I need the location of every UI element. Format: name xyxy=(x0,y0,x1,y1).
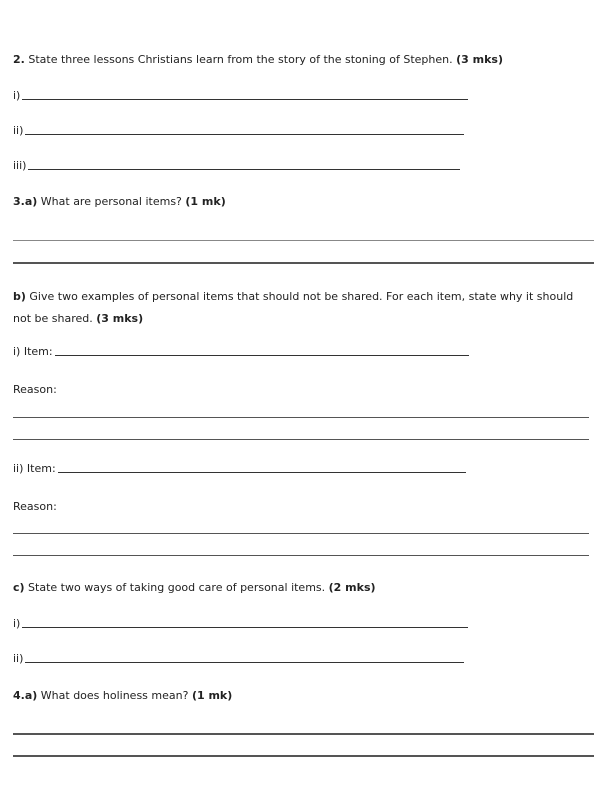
question-3a-prompt xyxy=(13,195,226,208)
marks-allocation: (3 mks) xyxy=(96,312,144,325)
answer-line-3b-item-1[interactable] xyxy=(13,344,469,358)
answer-label: ii) Item: xyxy=(13,462,56,475)
answer-label: iii) xyxy=(13,159,27,172)
answer-blank[interactable] xyxy=(25,662,464,663)
marks-allocation: (3 mks) xyxy=(456,53,503,66)
answer-rule[interactable] xyxy=(13,262,594,264)
answer-label: i) xyxy=(13,617,21,630)
answer-blank[interactable] xyxy=(58,472,466,473)
answer-rule[interactable] xyxy=(13,755,594,757)
marks-allocation: (1 mk) xyxy=(191,689,233,702)
answer-line-3b-item-2[interactable] xyxy=(13,461,466,475)
marks-allocation: (1 mk) xyxy=(185,195,226,208)
question-number: c) xyxy=(13,581,25,594)
answer-blank[interactable] xyxy=(25,134,464,135)
answer-rule[interactable] xyxy=(13,533,589,534)
question-2-prompt xyxy=(13,53,503,66)
question-text: What does holiness mean? xyxy=(37,689,192,702)
reason-label: Reason: xyxy=(13,383,57,396)
answer-label: ii) xyxy=(13,124,24,137)
answer-blank[interactable] xyxy=(22,627,468,628)
question-number: 3.a) xyxy=(13,195,38,208)
answer-line-3c-i[interactable] xyxy=(13,616,468,630)
answer-rule[interactable] xyxy=(13,733,594,735)
question-number: 4.a) xyxy=(13,689,38,702)
answer-blank[interactable] xyxy=(28,169,460,170)
question-number: 2. xyxy=(13,53,25,66)
question-3b-prompt xyxy=(13,286,593,330)
answer-rule[interactable] xyxy=(13,240,594,241)
answer-line-2-ii[interactable] xyxy=(13,123,464,137)
question-4a-prompt xyxy=(13,689,232,702)
question-text: Give two examples of personal items that should not be shared. For each item, state why it should not be shared. xyxy=(13,290,574,325)
question-number: b) xyxy=(13,290,26,303)
question-3c-prompt xyxy=(13,581,376,594)
reason-label: Reason: xyxy=(13,500,57,513)
answer-label: ii) xyxy=(13,652,24,665)
marks-allocation: (2 mks) xyxy=(328,581,376,594)
question-text: State three lessons Christians learn from the story of the stoning of Stephen. xyxy=(24,53,457,66)
answer-line-2-iii[interactable] xyxy=(13,158,460,172)
answer-blank[interactable] xyxy=(55,355,469,356)
answer-blank[interactable] xyxy=(22,99,468,100)
answer-label: i) Item: xyxy=(13,345,53,358)
question-text: What are personal items? xyxy=(37,195,186,208)
answer-line-3c-ii[interactable] xyxy=(13,651,464,665)
answer-label: i) xyxy=(13,89,21,102)
answer-rule[interactable] xyxy=(13,439,589,440)
answer-rule[interactable] xyxy=(13,417,589,418)
answer-line-2-i[interactable] xyxy=(13,88,468,102)
answer-rule[interactable] xyxy=(13,555,589,556)
question-text: State two ways of taking good care of personal items. xyxy=(24,581,329,594)
